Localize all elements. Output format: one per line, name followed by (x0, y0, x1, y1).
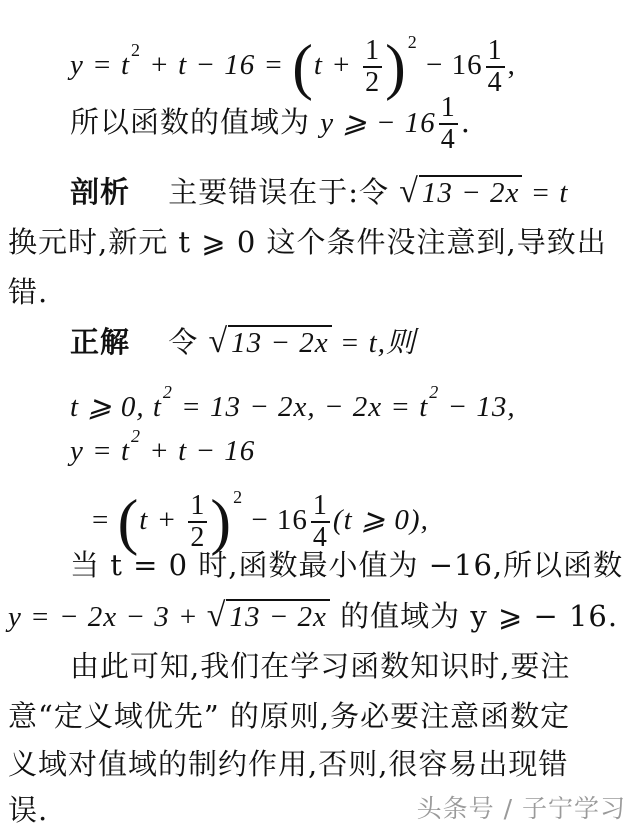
wrong-range-statement: 所以函数的值域为 y ⩾ − 16 $\frac{1}{4}$ . (70, 92, 471, 155)
conclusion-line-1: 当 t = 0 时,函数最小值为 −16,所以函数 (70, 548, 624, 582)
analysis-line-1: 剖析 主要错误在于:令 √ 13 − 2x = t (70, 172, 569, 213)
summary-line-3: 义域对值域的制约作用,否则,很容易出现错 (8, 747, 569, 781)
sqrt-expression: √ 13 − 2x (207, 596, 330, 637)
watermark: 头条号 / 子宁学习 (416, 794, 626, 823)
solution-line-4: = (t + $\frac{1}{2}$ )$^2$ − 16 $\frac{1}{4}$ (t ⩾ 0), (92, 487, 429, 557)
fraction-one-half: $\frac{1}{2}$ (365, 35, 381, 99)
sqrt-expression: √ 13 − 2x (399, 172, 522, 213)
solution-line-3: $y = t^2 + t - 16$ (70, 426, 256, 467)
fraction-one-half: $\frac{1}{2}$ (190, 490, 206, 554)
analysis-line-3: 错. (8, 275, 49, 309)
summary-line-2: 意“定义域优先” 的原则,务必要注意函数定 (8, 699, 571, 733)
solution-line-1: 正解 令 √ 13 − 2x = t,则 (70, 322, 416, 363)
fraction-one-quarter: $\frac{1}{4}$ (487, 35, 503, 99)
solution-line-2: t ⩾ 0, $t^2 = 13 - 2x$, − $2x = t^2 - 13$, (70, 382, 516, 423)
conclusion-line-2: y = − 2x − 3 + √ 13 − 2x 的值域为 y ⩾ − 16. (8, 596, 618, 637)
solution-heading: 正解 (70, 325, 131, 359)
sqrt-expression: √ 13 − 2x (208, 322, 331, 363)
analysis-line-2: 换元时,新元 t ⩾ 0 这个条件没注意到,导致出 (8, 225, 607, 259)
fraction-one-quarter: $\frac{1}{4}$ (312, 490, 328, 554)
equation-y-completed-square: $y = t^2 + t - 16 = (t$ + $\frac{1}{2}$ )$^2$ − 16 $\frac{1}{4}$ , (70, 32, 516, 102)
analysis-heading: 剖析 (70, 175, 131, 209)
fraction-one-quarter: $\frac{1}{4}$ (440, 92, 456, 155)
summary-line-4: 误. (8, 793, 49, 827)
summary-line-1: 由此可知,我们在学习函数知识时,要注 (70, 649, 571, 683)
